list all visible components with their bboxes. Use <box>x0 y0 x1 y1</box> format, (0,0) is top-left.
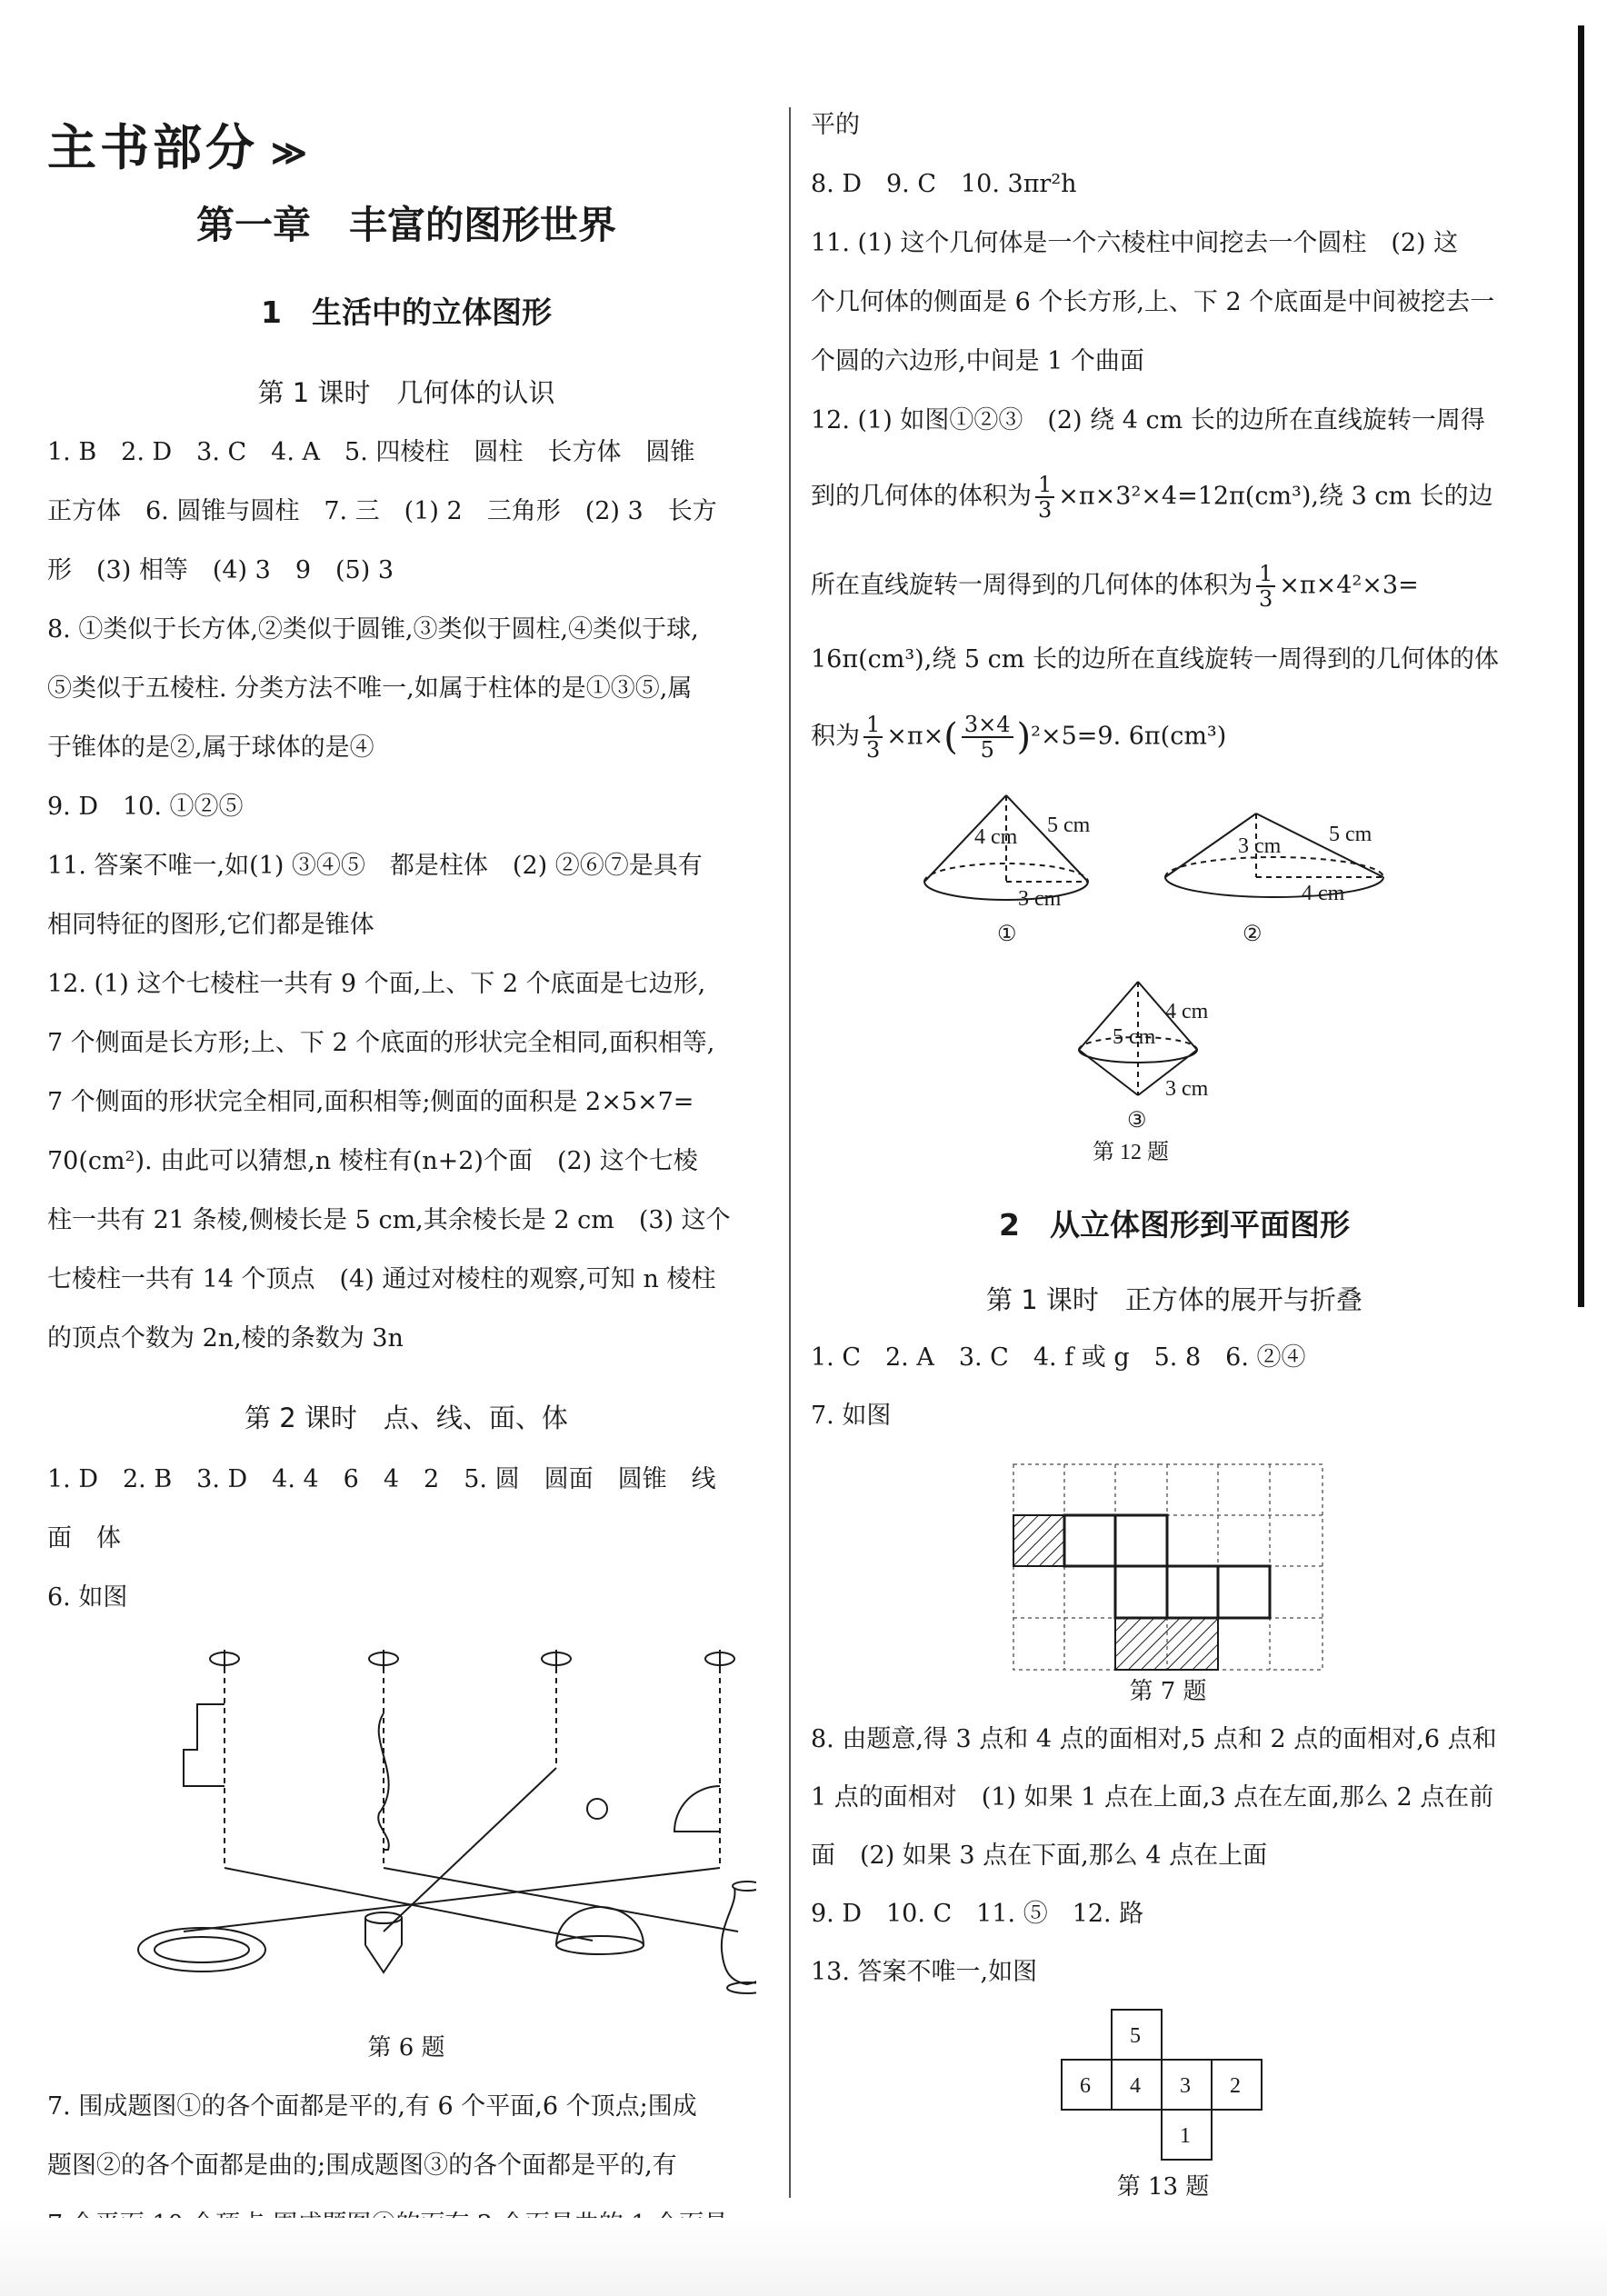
answer-line: 柱一共有 21 条棱,侧棱长是 5 cm,其余棱长是 2 cm (3) 这个 <box>47 1206 731 1234</box>
fraction-numerator: 1 <box>863 713 883 738</box>
net-face-c: 3 <box>1180 2074 1191 2098</box>
net-face-top: 5 <box>1130 2024 1141 2048</box>
answer-line: 6. 如图 <box>47 1583 128 1612</box>
double-arrow-icon: ≫ <box>271 132 311 173</box>
section-main-label: 主书部分 <box>47 118 258 176</box>
fraction-one-third <box>1035 473 1054 522</box>
answer-line: 12. (1) 这个七棱柱一共有 9 个面,上、下 2 个底面是七边形, <box>47 970 706 998</box>
answer-line: 11. (1) 这个几何体是一个六棱柱中间挖去一个圆柱 (2) 这 <box>811 229 1459 257</box>
answer-line: 7. 如图 <box>811 1402 892 1430</box>
formula-text: 积为 <box>811 722 860 751</box>
answer-line: 11. 答案不唯一,如(1) ③④⑤ 都是柱体 (2) ②⑥⑦是具有 <box>47 852 703 880</box>
lesson3-title: 第 1 课时 正方体的展开与折叠 <box>986 1284 1362 1315</box>
answer-line: 1 点的面相对 (1) 如果 1 点在上面,3 点在左面,那么 2 点在前 <box>811 1783 1494 1812</box>
answer-line: 9. D 10. ①②⑤ <box>47 793 244 821</box>
formula-text: 到的几何体的体积为 <box>811 482 1032 511</box>
answer-line: 13. 答案不唯一,如图 <box>811 1958 1038 1986</box>
page-bottom-shadow <box>0 2218 1607 2296</box>
net-face-bottom: 1 <box>1180 2124 1191 2148</box>
lesson2-title: 第 2 课时 点、线、面、体 <box>245 1403 568 1433</box>
figure-6-diagram <box>120 1632 756 2013</box>
fraction-denominator: 3 <box>1038 497 1053 523</box>
net-face-b: 4 <box>1130 2074 1141 2098</box>
cone1-height-label: 4 cm <box>974 825 1018 849</box>
answer-line: 9. D 10. C 11. ⑤ 12. 路 <box>811 1900 1144 1928</box>
figure-7-caption: 第 7 题 <box>1129 1678 1207 1705</box>
answer-line: 个几何体的侧面是 6 个长方形,上、下 2 个底面是中间被挖去一 <box>811 288 1495 316</box>
chapter-title: 第一章 丰富的图形世界 <box>195 203 616 247</box>
fraction-denominator: 3 <box>1259 586 1273 612</box>
figure-7-net-grid <box>1013 1463 1323 1678</box>
answer-line: 12. (1) 如图①②③ (2) 绕 4 cm 长的边所在直线旋转一周得 <box>811 406 1485 434</box>
fraction-12-over-5 <box>962 713 1013 762</box>
fraction-numerator: 1 <box>1256 562 1275 587</box>
cone2-slant-label: 5 cm <box>1329 823 1372 846</box>
answer-line: 70(cm²). 由此可以猜想,n 棱柱有(n+2)个面 (2) 这个七棱 <box>47 1147 698 1175</box>
answer-line: 7 个侧面的形状完全相同,面积相等;侧面的面积是 2×5×7= <box>47 1088 694 1116</box>
section1-title: 1 生活中的立体图形 <box>261 294 552 330</box>
answer-line: 面 (2) 如果 3 点在下面,那么 4 点在上面 <box>811 1842 1268 1870</box>
cone1-index-label: ① <box>997 923 1017 946</box>
cone2-radius-label: 4 cm <box>1302 882 1345 905</box>
net-face-d: 2 <box>1230 2074 1241 2098</box>
answer-line: 8. 由题意,得 3 点和 4 点的面相对,5 点和 2 点的面相对,6 点和 <box>811 1725 1497 1753</box>
formula-text: ×π×3²×4=12π(cm³),绕 3 cm 长的边 <box>1058 482 1493 511</box>
net-face-a: 6 <box>1080 2074 1091 2098</box>
answer-line: ⑤类似于五棱柱. 分类方法不唯一,如属于柱体的是①③⑤,属 <box>47 674 693 703</box>
answer-line: 相同特征的图形,它们都是锥体 <box>47 911 374 939</box>
figure-6-caption: 第 6 题 <box>367 2034 445 2061</box>
fraction-one-third <box>863 713 883 762</box>
column-divider <box>789 107 791 2198</box>
cone1-radius-label: 3 cm <box>1018 887 1062 911</box>
answer-line: 面 体 <box>47 1524 121 1552</box>
answer-line: 题图②的各个面都是曲的;围成题图③的各个面都是平的,有 <box>47 2151 677 2180</box>
answer-line: 七棱柱一共有 14 个顶点 (4) 通过对棱柱的观察,可知 n 棱柱 <box>47 1265 716 1293</box>
fraction-one-third <box>1256 562 1275 611</box>
formula-text: ×π× <box>886 722 944 751</box>
fraction-numerator: 3×4 <box>962 713 1013 738</box>
cone3-top-label: 4 cm <box>1165 1000 1209 1023</box>
formula-line-2 <box>811 562 1419 611</box>
answer-line: 8. D 9. C 10. 3πr²h <box>811 170 1077 198</box>
section-main-title <box>47 109 311 179</box>
fraction-denominator: 3 <box>866 737 881 763</box>
answer-line: 1. D 2. B 3. D 4. 4 6 4 2 5. 圆 圆面 圆锥 线 <box>47 1465 716 1493</box>
cone2-height-label: 3 cm <box>1238 834 1282 858</box>
figure-13-caption: 第 13 题 <box>1116 2173 1210 2201</box>
formula-line-4: 积为 $\frac{1}{3}$ ×π×( $\frac{3\times 4}{5}$ )²×5=9. 6π(cm³) <box>811 712 1227 763</box>
fraction-denominator: 5 <box>980 737 994 763</box>
page-edge-bar <box>1578 25 1584 1307</box>
answer-line: 形 (3) 相等 (4) 3 9 (5) 3 <box>47 556 394 584</box>
formula-text: ×π×4²×3= <box>1279 571 1419 600</box>
formula-line-3: 16π(cm³),绕 5 cm 长的边所在直线旋转一周得到的几何体的体 <box>811 645 1499 674</box>
cone1-slant-label: 5 cm <box>1047 814 1091 837</box>
answer-line: 正方体 6. 圆锥与圆柱 7. 三 (1) 2 三角形 (2) 3 长方 <box>47 497 717 525</box>
section2-title: 2 从立体图形到平面图形 <box>999 1207 1350 1243</box>
answer-line: 1. C 2. A 3. C 4. f 或 g 5. 8 6. ②④ <box>811 1343 1306 1372</box>
answer-line: 7 个侧面是长方形;上、下 2 个底面的形状完全相同,面积相等, <box>47 1029 715 1057</box>
answer-line: 平的 <box>811 111 860 139</box>
cone3-index-label: ③ <box>1127 1109 1147 1133</box>
answer-line: 1. B 2. D 3. C 4. A 5. 四棱柱 圆柱 长方体 圆锥 <box>47 438 695 466</box>
formula-text: ²×5=9. 6π(cm³) <box>1031 722 1227 751</box>
cone2-index-label: ② <box>1243 923 1263 946</box>
figure-12-cones <box>874 782 1420 1163</box>
answer-line: 的顶点个数为 2n,棱的条数为 3n <box>47 1324 404 1353</box>
figure-12-caption: 第 12 题 <box>1093 1141 1169 1163</box>
lesson1-title: 第 1 课时 几何体的认识 <box>257 377 555 408</box>
cone3-mid-label: 5 cm <box>1113 1025 1156 1049</box>
answer-line: 7. 围成题图①的各个面都是平的,有 6 个平面,6 个顶点;围成 <box>47 2092 697 2121</box>
formula-text: 所在直线旋转一周得到的几何体的体积为 <box>811 571 1253 600</box>
cone3-bottom-label: 3 cm <box>1165 1077 1209 1101</box>
answer-line: 8. ①类似于长方体,②类似于圆锥,③类似于圆柱,④类似于球, <box>47 615 699 644</box>
formula-line-1 <box>811 473 1493 522</box>
fraction-numerator: 1 <box>1035 473 1054 498</box>
answer-line: 于锥体的是②,属于球体的是④ <box>47 734 374 762</box>
figure-13-cube-net <box>1061 2009 1265 2163</box>
answer-line: 个圆的六边形,中间是 1 个曲面 <box>811 347 1144 375</box>
